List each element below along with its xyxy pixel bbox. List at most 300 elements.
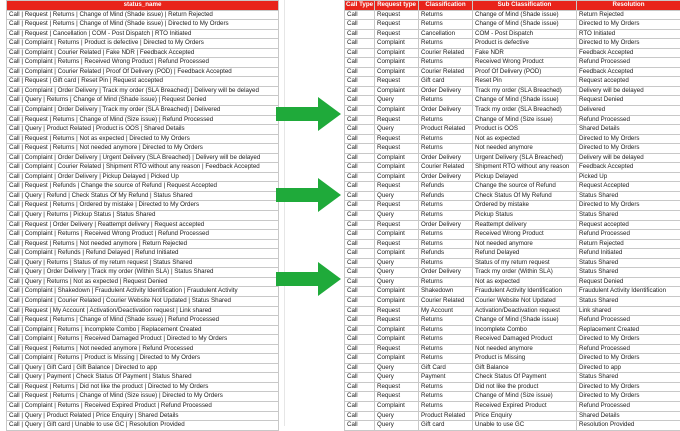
- call-type-cell[interactable]: Call: [345, 249, 375, 259]
- classification-cell[interactable]: Returns: [419, 277, 473, 287]
- sub-classification-cell[interactable]: Refund Delayed: [473, 249, 577, 259]
- table-row: [7, 411, 279, 421]
- sub-classification-cell[interactable]: Not as expected: [473, 134, 577, 144]
- call-type-cell[interactable]: Call: [345, 277, 375, 287]
- sub-classification-cell[interactable]: Status of my return request: [473, 258, 577, 268]
- request-type-cell[interactable]: Query: [375, 258, 419, 268]
- resolution-cell[interactable]: Status Shared: [577, 268, 680, 278]
- sub-classification-cell[interactable]: Urgent Delivery (SLA Breached): [473, 153, 577, 163]
- call-type-cell[interactable]: Call: [345, 211, 375, 221]
- resolution-cell[interactable]: Replacement Created: [577, 325, 680, 335]
- sub-classification-cell[interactable]: Product is Missing: [473, 354, 577, 364]
- call-type-cell[interactable]: Call: [345, 86, 375, 96]
- status-name-cell[interactable]: Call | Complaint | Returns | Received Damaged Product | Directed to My Orders: [7, 335, 279, 345]
- table-row: [345, 296, 680, 306]
- sub-classification-cell[interactable]: Change of Mind (Shade issue): [473, 96, 577, 106]
- status-name-cell[interactable]: Call | Request | Returns | Change of Mind (Shade issue) | Refund Processed: [7, 316, 279, 326]
- status-name-cell[interactable]: Call | Query | Gift Card | Gift Balance | Directed to app: [7, 363, 279, 373]
- resolution-cell[interactable]: Refund Processed: [577, 58, 680, 68]
- request-type-cell[interactable]: Query: [375, 211, 419, 221]
- column-divider: [284, 0, 285, 426]
- classification-cell[interactable]: Returns: [419, 239, 473, 249]
- status-name-cell[interactable]: Call | Complaint | Order Delivery | Track my order (SLA Breached) | Delivered: [7, 106, 279, 116]
- resolution-cell[interactable]: Directed to app: [577, 363, 680, 373]
- sub-classification-cell[interactable]: Reattempt delivery: [473, 220, 577, 230]
- status-name-cell[interactable]: Call | Complaint | Returns | Received Wrong Product | Refund Processed: [7, 58, 279, 68]
- request-type-cell[interactable]: Query: [375, 363, 419, 373]
- table-row: [345, 153, 680, 163]
- status-name-cell[interactable]: Call | Query | Returns | Change of Mind (Shade issue) | Request Denied: [7, 96, 279, 106]
- classification-cell[interactable]: Gift card: [419, 421, 473, 431]
- classification-cell[interactable]: Courier Related: [419, 296, 473, 306]
- request-type-cell[interactable]: Request: [375, 344, 419, 354]
- status-name-cell[interactable]: Call | Request | My Account | Activation/Deactivation request | Link shared: [7, 306, 279, 316]
- request-type-cell[interactable]: Request: [375, 77, 419, 87]
- call-type-cell[interactable]: Call: [345, 306, 375, 316]
- resolution-cell[interactable]: Feedback Accepted: [577, 163, 680, 173]
- call-type-cell[interactable]: Call: [345, 115, 375, 125]
- sub-classification-cell[interactable]: COM - Post Dispatch: [473, 29, 577, 39]
- classification-cell[interactable]: Product Related: [419, 411, 473, 421]
- classification-cell[interactable]: Returns: [419, 382, 473, 392]
- sub-classification-cell[interactable]: Change of Mind (Shade issue): [473, 10, 577, 20]
- classification-cell[interactable]: Gift Card: [419, 363, 473, 373]
- resolution-cell[interactable]: Delivery will be delayed: [577, 86, 680, 96]
- sub-classification-cell[interactable]: Track my order (SLA Breached): [473, 106, 577, 116]
- resolution-cell[interactable]: Status Shared: [577, 373, 680, 383]
- classification-cell[interactable]: Returns: [419, 144, 473, 154]
- table-row: [345, 201, 680, 211]
- resolution-cell[interactable]: Directed to My Orders: [577, 134, 680, 144]
- resolution-cell[interactable]: Request Accepted: [577, 182, 680, 192]
- column-header-resolution[interactable]: Resolution: [577, 1, 680, 11]
- resolution-cell[interactable]: Directed to My Orders: [577, 335, 680, 345]
- call-type-cell[interactable]: Call: [345, 29, 375, 39]
- call-type-cell[interactable]: Call: [345, 335, 375, 345]
- request-type-cell[interactable]: Request: [375, 392, 419, 402]
- sub-classification-cell[interactable]: Did not like the product: [473, 382, 577, 392]
- resolution-cell[interactable]: Status Shared: [577, 296, 680, 306]
- status-name-cell[interactable]: Call | Query | Product Related | Product is OOS | Shared Details: [7, 125, 279, 135]
- call-type-cell[interactable]: Call: [345, 296, 375, 306]
- sub-classification-cell[interactable]: Received Expired Product: [473, 401, 577, 411]
- sub-classification-cell[interactable]: Track my order (Within SLA): [473, 268, 577, 278]
- sub-classification-cell[interactable]: Received Damaged Product: [473, 335, 577, 345]
- call-type-cell[interactable]: Call: [345, 144, 375, 154]
- classification-cell[interactable]: Returns: [419, 316, 473, 326]
- status-name-cell[interactable]: Call | Query | Product Related | Price Enquiry | Shared Details: [7, 411, 279, 421]
- call-type-cell[interactable]: Call: [345, 373, 375, 383]
- classification-cell[interactable]: Order Delivery: [419, 153, 473, 163]
- call-type-cell[interactable]: Call: [345, 106, 375, 116]
- call-type-cell[interactable]: Call: [345, 239, 375, 249]
- call-type-cell[interactable]: Call: [345, 67, 375, 77]
- request-type-cell[interactable]: Complaint: [375, 106, 419, 116]
- sub-classification-cell[interactable]: Change of Mind (Shade issue): [473, 20, 577, 30]
- classification-cell[interactable]: Returns: [419, 344, 473, 354]
- request-type-cell[interactable]: Complaint: [375, 335, 419, 345]
- table-row: [7, 268, 279, 278]
- table-row: [345, 86, 680, 96]
- classification-cell[interactable]: Refunds: [419, 191, 473, 201]
- call-type-cell[interactable]: Call: [345, 163, 375, 173]
- status-name-cell[interactable]: Call | Request | Order Delivery | Reattempt delivery | Request accepted: [7, 220, 279, 230]
- call-type-cell[interactable]: Call: [345, 401, 375, 411]
- classification-cell[interactable]: Returns: [419, 230, 473, 240]
- resolution-cell[interactable]: Refund Initiated: [577, 249, 680, 259]
- column-header-call-type[interactable]: Call Type: [345, 1, 375, 11]
- classification-cell[interactable]: Order Delivery: [419, 220, 473, 230]
- table-row: [345, 382, 680, 392]
- call-type-cell[interactable]: Call: [345, 230, 375, 240]
- status-name-cell[interactable]: Call | Query | Returns | Pickup Status | Status Shared: [7, 211, 279, 221]
- table-row: [7, 230, 279, 240]
- status-name-cell[interactable]: Call | Request | Gift card | Reset Pin | Request accepted: [7, 77, 279, 87]
- classification-cell[interactable]: Returns: [419, 201, 473, 211]
- request-type-cell[interactable]: Complaint: [375, 287, 419, 297]
- request-type-cell[interactable]: Request: [375, 306, 419, 316]
- classification-cell[interactable]: Returns: [419, 354, 473, 364]
- status-name-cell[interactable]: Call | Complaint | Shakedown | Fraudulent Activity Identification | Fraudulent Activity: [7, 287, 279, 297]
- request-type-cell[interactable]: Complaint: [375, 172, 419, 182]
- status-name-cell[interactable]: Call | Complaint | Order Delivery | Track my order (SLA Breached) | Delivery will be delayed: [7, 86, 279, 96]
- request-type-cell[interactable]: Query: [375, 421, 419, 431]
- status-name-cell[interactable]: Call | Complaint | Returns | Received Wrong Product | Refund Processed: [7, 230, 279, 240]
- status-name-cell[interactable]: Call | Query | Refund | Check Status Of My Refund | Status Shared: [7, 191, 279, 201]
- resolution-cell[interactable]: Directed to My Orders: [577, 382, 680, 392]
- status-name-cell[interactable]: Call | Request | Cancellation | COM - Post Dispatch | RTO Initiated: [7, 29, 279, 39]
- status-name-cell[interactable]: Call | Query | Gift card | Unable to use GC | Resolution Provided: [7, 421, 279, 431]
- right-arrow-icon: [276, 96, 342, 132]
- classification-cell[interactable]: Returns: [419, 401, 473, 411]
- call-type-cell[interactable]: Call: [345, 10, 375, 20]
- resolution-cell[interactable]: Shared Details: [577, 125, 680, 135]
- sub-classification-cell[interactable]: Price Enquiry: [473, 411, 577, 421]
- request-type-cell[interactable]: Query: [375, 411, 419, 421]
- call-type-cell[interactable]: Call: [345, 354, 375, 364]
- resolution-cell[interactable]: Resolution Provided: [577, 421, 680, 431]
- sub-classification-cell[interactable]: Pickup Status: [473, 211, 577, 221]
- column-header-request-type[interactable]: Request type: [375, 1, 419, 11]
- classification-cell[interactable]: Returns: [419, 58, 473, 68]
- request-type-cell[interactable]: Query: [375, 96, 419, 106]
- request-type-cell[interactable]: Request: [375, 29, 419, 39]
- table-row: [345, 287, 680, 297]
- request-type-cell[interactable]: Request: [375, 201, 419, 211]
- call-type-cell[interactable]: Call: [345, 125, 375, 135]
- sub-classification-cell[interactable]: Change the source of Refund: [473, 182, 577, 192]
- column-header-status-name[interactable]: status_name: [7, 1, 279, 11]
- resolution-cell[interactable]: Status Shared: [577, 211, 680, 221]
- request-type-cell[interactable]: Query: [375, 373, 419, 383]
- request-type-cell[interactable]: Complaint: [375, 86, 419, 96]
- resolution-cell[interactable]: Directed to My Orders: [577, 144, 680, 154]
- status-name-cell[interactable]: Call | Query | Order Delivery | Track my order (Within SLA) | Status Shared: [7, 268, 279, 278]
- sub-classification-cell[interactable]: Shipment RTO without any reason: [473, 163, 577, 173]
- table-row: [7, 172, 279, 182]
- sub-classification-cell[interactable]: Unable to use GC: [473, 421, 577, 431]
- classification-cell[interactable]: Product Related: [419, 125, 473, 135]
- classification-cell[interactable]: Courier Related: [419, 67, 473, 77]
- call-type-cell[interactable]: Call: [345, 58, 375, 68]
- classification-cell[interactable]: Order Delivery: [419, 106, 473, 116]
- call-type-cell[interactable]: Call: [345, 201, 375, 211]
- sub-classification-cell[interactable]: Activation/Deactivation request: [473, 306, 577, 316]
- resolution-cell[interactable]: Refund Processed: [577, 316, 680, 326]
- resolution-cell[interactable]: Refund Processed: [577, 115, 680, 125]
- request-type-cell[interactable]: Request: [375, 134, 419, 144]
- classification-cell[interactable]: Returns: [419, 115, 473, 125]
- resolution-cell[interactable]: Shared Details: [577, 411, 680, 421]
- call-type-cell[interactable]: Call: [345, 411, 375, 421]
- call-type-cell[interactable]: Call: [345, 153, 375, 163]
- request-type-cell[interactable]: Query: [375, 277, 419, 287]
- status-name-cell[interactable]: Call | Complaint | Order Delivery | Urgent Delivery (SLA Breached) | Delivery will be delayed: [7, 153, 279, 163]
- request-type-cell[interactable]: Complaint: [375, 249, 419, 259]
- sub-classification-cell[interactable]: Pickup Delayed: [473, 172, 577, 182]
- request-type-cell[interactable]: Query: [375, 268, 419, 278]
- request-type-cell[interactable]: Request: [375, 20, 419, 30]
- classification-cell[interactable]: Payment: [419, 373, 473, 383]
- sub-classification-cell[interactable]: Product is defective: [473, 39, 577, 49]
- classification-cell[interactable]: My Account: [419, 306, 473, 316]
- resolution-cell[interactable]: Picked Up: [577, 172, 680, 182]
- sub-classification-cell[interactable]: Not needed anymore: [473, 344, 577, 354]
- call-type-cell[interactable]: Call: [345, 268, 375, 278]
- classification-cell[interactable]: Order Delivery: [419, 172, 473, 182]
- table-row: [7, 106, 279, 116]
- status-name-cell[interactable]: Call | Complaint | Returns | Product is defective | Directed to My Orders: [7, 39, 279, 49]
- table-row: [345, 106, 680, 116]
- status-name-cell[interactable]: Call | Complaint | Returns | Incomplete Combo | Replacement Created: [7, 325, 279, 335]
- classification-cell[interactable]: Order Delivery: [419, 268, 473, 278]
- resolution-cell[interactable]: Request accepted: [577, 220, 680, 230]
- sub-classification-cell[interactable]: Change of Mind (Shade issue): [473, 316, 577, 326]
- request-type-cell[interactable]: Query: [375, 191, 419, 201]
- resolution-cell[interactable]: Feedback Accepted: [577, 48, 680, 58]
- classification-cell[interactable]: Returns: [419, 211, 473, 221]
- classification-cell[interactable]: Gift card: [419, 77, 473, 87]
- status-name-cell[interactable]: Call | Complaint | Courier Related | Proof Of Delivery (POD) | Feedback Accepted: [7, 67, 279, 77]
- classification-cell[interactable]: Returns: [419, 96, 473, 106]
- resolution-cell[interactable]: Request Denied: [577, 96, 680, 106]
- classification-cell[interactable]: Order Delivery: [419, 86, 473, 96]
- table-row: [7, 354, 279, 364]
- classification-cell[interactable]: Refunds: [419, 249, 473, 259]
- status-name-cell[interactable]: Call | Complaint | Courier Related | Fake NDR | Feedback Accepted: [7, 48, 279, 58]
- call-type-cell[interactable]: Call: [345, 258, 375, 268]
- resolution-cell[interactable]: Directed to My Orders: [577, 354, 680, 364]
- request-type-cell[interactable]: Complaint: [375, 58, 419, 68]
- call-type-cell[interactable]: Call: [345, 39, 375, 49]
- call-type-cell[interactable]: Call: [345, 134, 375, 144]
- request-type-cell[interactable]: Complaint: [375, 163, 419, 173]
- request-type-cell[interactable]: Query: [375, 125, 419, 135]
- sub-classification-cell[interactable]: Reset Pin: [473, 77, 577, 87]
- call-type-cell[interactable]: Call: [345, 344, 375, 354]
- table-row: [7, 335, 279, 345]
- table-row: [7, 258, 279, 268]
- table-row: [345, 48, 680, 58]
- classification-cell[interactable]: Refunds: [419, 182, 473, 192]
- classification-cell[interactable]: Courier Related: [419, 48, 473, 58]
- resolution-cell[interactable]: Refund Processed: [577, 401, 680, 411]
- sub-classification-cell[interactable]: Courier Website Not Updated: [473, 296, 577, 306]
- request-type-cell[interactable]: Complaint: [375, 153, 419, 163]
- request-type-cell[interactable]: Complaint: [375, 401, 419, 411]
- resolution-cell[interactable]: Request Denied: [577, 277, 680, 287]
- sub-classification-cell[interactable]: Change of Mind (Size issue): [473, 392, 577, 402]
- table-row: [7, 163, 279, 173]
- request-type-cell[interactable]: Request: [375, 316, 419, 326]
- call-type-cell[interactable]: Call: [345, 77, 375, 87]
- status-name-cell[interactable]: Call | Query | Returns | Not as expected | Request Denied: [7, 277, 279, 287]
- sub-classification-cell[interactable]: Proof Of Delivery (POD): [473, 67, 577, 77]
- call-type-cell[interactable]: Call: [345, 48, 375, 58]
- request-type-cell[interactable]: Complaint: [375, 354, 419, 364]
- classification-cell[interactable]: Returns: [419, 39, 473, 49]
- table-row: [7, 96, 279, 106]
- resolution-cell[interactable]: Return Rejected: [577, 239, 680, 249]
- request-type-cell[interactable]: Complaint: [375, 67, 419, 77]
- request-type-cell[interactable]: Request: [375, 10, 419, 20]
- table-row: [7, 144, 279, 154]
- resolution-cell[interactable]: Refund Processed: [577, 344, 680, 354]
- resolution-cell[interactable]: Link shared: [577, 306, 680, 316]
- resolution-cell[interactable]: Feedback Accepted: [577, 67, 680, 77]
- request-type-cell[interactable]: Request: [375, 220, 419, 230]
- sub-classification-cell[interactable]: Not as expected: [473, 277, 577, 287]
- request-type-cell[interactable]: Complaint: [375, 325, 419, 335]
- status-name-cell[interactable]: Call | Query | Returns | Status of my return request | Status Shared: [7, 258, 279, 268]
- call-type-cell[interactable]: Call: [345, 20, 375, 30]
- sub-classification-cell[interactable]: Received Wrong Product: [473, 230, 577, 240]
- sub-classification-cell[interactable]: Fraudulent Activity Identification: [473, 287, 577, 297]
- status-name-cell[interactable]: Call | Request | Returns | Not needed anymore | Refund Processed: [7, 344, 279, 354]
- table-row: [345, 230, 680, 240]
- sub-classification-cell[interactable]: Track my order (SLA Breached): [473, 86, 577, 96]
- resolution-cell[interactable]: Directed to My Orders: [577, 392, 680, 402]
- table-row: [345, 134, 680, 144]
- status-name-cell[interactable]: Call | Complaint | Order Delivery | Pickup Delayed | Picked Up: [7, 172, 279, 182]
- sub-classification-cell[interactable]: Incomplete Combo: [473, 325, 577, 335]
- status-name-cell[interactable]: Call | Request | Returns | Change of Mind (Shade issue) | Directed to My Orders: [7, 20, 279, 30]
- classification-cell[interactable]: Courier Related: [419, 163, 473, 173]
- classification-cell[interactable]: Returns: [419, 134, 473, 144]
- status-name-cell[interactable]: Call | Request | Returns | Did not like the product | Directed to My Orders: [7, 382, 279, 392]
- sub-classification-cell[interactable]: Fake NDR: [473, 48, 577, 58]
- table-row: [7, 20, 279, 30]
- call-type-cell[interactable]: Call: [345, 172, 375, 182]
- call-type-cell[interactable]: Call: [345, 382, 375, 392]
- status-name-cell[interactable]: Call | Query | Payment | Check Status Of Payment | Status Shared: [7, 373, 279, 383]
- status-name-cell[interactable]: Call | Request | Returns | Ordered by mistake | Directed to My Orders: [7, 201, 279, 211]
- status-name-cell[interactable]: Call | Request | Returns | Change of Mind (Size issue) | Directed to My Orders: [7, 392, 279, 402]
- sub-classification-cell[interactable]: Check Status Of Payment: [473, 373, 577, 383]
- table-row: [345, 39, 680, 49]
- resolution-cell[interactable]: Return Rejected: [577, 10, 680, 20]
- sub-classification-cell[interactable]: Not needed anymore: [473, 144, 577, 154]
- classification-cell[interactable]: Returns: [419, 10, 473, 20]
- call-type-cell[interactable]: Call: [345, 421, 375, 431]
- request-type-cell[interactable]: Complaint: [375, 230, 419, 240]
- call-type-cell[interactable]: Call: [345, 220, 375, 230]
- status-name-cell[interactable]: Call | Complaint | Refunds | Refund Delayed | Refund Initiated: [7, 249, 279, 259]
- column-header-sub-classification[interactable]: Sub Classification: [473, 1, 577, 11]
- call-type-cell[interactable]: Call: [345, 325, 375, 335]
- status-name-cell[interactable]: Call | Request | Returns | Change of Mind (Shade issue) | Return Rejected: [7, 10, 279, 20]
- call-type-cell[interactable]: Call: [345, 392, 375, 402]
- table-row: [7, 239, 279, 249]
- call-type-cell[interactable]: Call: [345, 191, 375, 201]
- right-arrow-icon: [276, 261, 342, 297]
- call-type-cell[interactable]: Call: [345, 182, 375, 192]
- classification-cell[interactable]: Returns: [419, 335, 473, 345]
- sub-classification-cell[interactable]: Ordered by mistake: [473, 201, 577, 211]
- sub-classification-cell[interactable]: Check Status Of My Refund: [473, 191, 577, 201]
- resolution-cell[interactable]: Request accepted: [577, 77, 680, 87]
- table-row: [7, 77, 279, 87]
- request-type-cell[interactable]: Request: [375, 115, 419, 125]
- status-name-cell[interactable]: Call | Request | Returns | Not needed anymore | Return Rejected: [7, 239, 279, 249]
- status-name-cell[interactable]: Call | Complaint | Returns | Received Expired Product | Refund Processed: [7, 401, 279, 411]
- resolution-cell[interactable]: Status Shared: [577, 191, 680, 201]
- resolution-cell[interactable]: Delivered: [577, 106, 680, 116]
- resolution-cell[interactable]: Refund Processed: [577, 230, 680, 240]
- classification-cell[interactable]: Returns: [419, 258, 473, 268]
- request-type-cell[interactable]: Request: [375, 382, 419, 392]
- classification-cell[interactable]: Returns: [419, 20, 473, 30]
- classification-cell[interactable]: Returns: [419, 325, 473, 335]
- resolution-cell[interactable]: Directed to My Orders: [577, 20, 680, 30]
- sub-classification-cell[interactable]: Gift Balance: [473, 363, 577, 373]
- status-name-cell[interactable]: Call | Request | Returns | Not as expected | Directed to My Orders: [7, 134, 279, 144]
- status-name-cell[interactable]: Call | Complaint | Returns | Product is Missing | Directed to My Orders: [7, 354, 279, 364]
- table-row: [7, 125, 279, 135]
- resolution-cell[interactable]: Delivery will be delayed: [577, 153, 680, 163]
- request-type-cell[interactable]: Complaint: [375, 39, 419, 49]
- call-type-cell[interactable]: Call: [345, 96, 375, 106]
- request-type-cell[interactable]: Request: [375, 182, 419, 192]
- resolution-cell[interactable]: RTO Initiated: [577, 29, 680, 39]
- sub-classification-cell[interactable]: Change of Mind (Size issue): [473, 115, 577, 125]
- resolution-cell[interactable]: Directed to My Orders: [577, 201, 680, 211]
- call-type-cell[interactable]: Call: [345, 363, 375, 373]
- classification-cell[interactable]: Shakedown: [419, 287, 473, 297]
- classification-cell[interactable]: Cancellation: [419, 29, 473, 39]
- request-type-cell[interactable]: Request: [375, 144, 419, 154]
- resolution-cell[interactable]: Status Shared: [577, 258, 680, 268]
- sub-classification-cell[interactable]: Not needed anymore: [473, 239, 577, 249]
- request-type-cell[interactable]: Request: [375, 239, 419, 249]
- call-type-cell[interactable]: Call: [345, 316, 375, 326]
- request-type-cell[interactable]: Complaint: [375, 48, 419, 58]
- column-header-classification[interactable]: Classification: [419, 1, 473, 11]
- status-name-cell[interactable]: Call | Complaint | Courier Related | Courier Website Not Updated | Status Shared: [7, 296, 279, 306]
- status-name-cell[interactable]: Call | Request | Refunds | Change the source of Refund | Request Accepted: [7, 182, 279, 192]
- sub-classification-cell[interactable]: Received Wrong Product: [473, 58, 577, 68]
- table-row: [7, 86, 279, 96]
- classification-cell[interactable]: Returns: [419, 392, 473, 402]
- sub-classification-cell[interactable]: Product is OOS: [473, 125, 577, 135]
- resolution-cell[interactable]: Directed to My Orders: [577, 39, 680, 49]
- status-name-cell[interactable]: Call | Complaint | Courier Related | Shipment RTO without any reason | Feedback Accepted: [7, 163, 279, 173]
- request-type-cell[interactable]: Complaint: [375, 296, 419, 306]
- status-name-cell[interactable]: Call | Request | Returns | Not needed anymore | Directed to My Orders: [7, 144, 279, 154]
- status-name-cell[interactable]: Call | Request | Returns | Change of Mind (Size issue) | Refund Processed: [7, 115, 279, 125]
- resolution-cell[interactable]: Fraudulent Activity Identification: [577, 287, 680, 297]
- call-type-cell[interactable]: Call: [345, 287, 375, 297]
